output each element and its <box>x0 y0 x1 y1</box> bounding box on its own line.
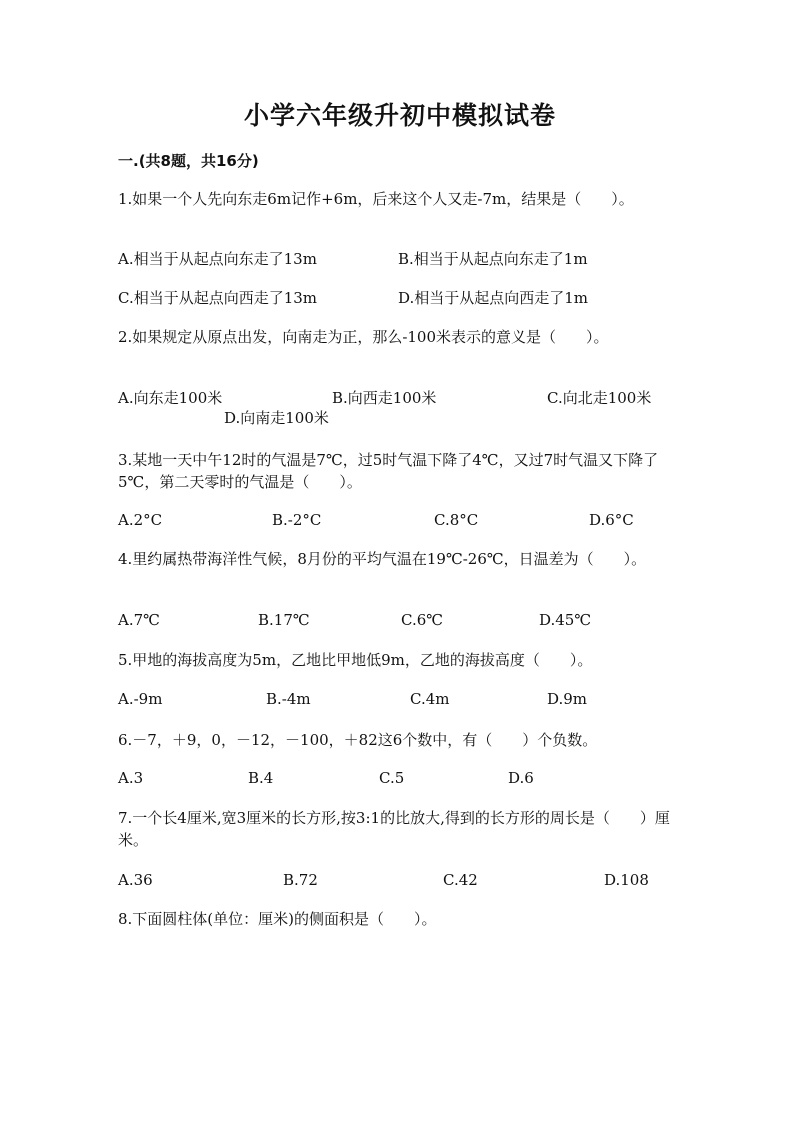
question-4-option-a: A.7℃ <box>118 611 160 629</box>
question-2-option-b: B.向西走100米 <box>332 389 437 407</box>
question-5-option-b: B.-4m <box>266 690 311 708</box>
question-1-option-b: B.相当于从起点向东走了1m <box>398 250 588 268</box>
question-2-option-d: D.向南走100米 <box>224 409 329 427</box>
question-4-option-d: D.45℃ <box>539 611 592 629</box>
question-6-option-a: A.3 <box>118 769 144 787</box>
question-2-option-a: A.向东走100米 <box>118 389 223 407</box>
question-6-option-b: B.4 <box>248 769 274 787</box>
question-5-option-d: D.9m <box>547 690 588 708</box>
question-3-option-c: C.8°C <box>434 511 479 529</box>
question-1-option-d: D.相当于从起点向西走了1m <box>398 289 589 307</box>
question-6-option-c: C.5 <box>379 769 405 787</box>
question-3-stem: 3.某地一天中午12时的气温是7℃，过5时气温下降了4℃，又过7时气温又下降了5℃，第二天零时的气温是（ ）。 <box>118 451 659 491</box>
question-7-option-c: C.42 <box>443 871 478 889</box>
page-title: 小学六年级升初中模拟试卷 <box>243 101 556 130</box>
question-4-stem: 4.里约属热带海洋性气候，8月份的平均气温在19℃-26℃，日温差为（ ）。 <box>118 550 647 568</box>
question-3-option-b: B.-2°C <box>272 511 322 529</box>
question-6-option-d: D.6 <box>508 769 534 787</box>
question-7-stem: 7.一个长4厘米,宽3厘米的长方形,按3:1的比放大,得到的长方形的周长是（ ）厘米。 <box>118 809 670 849</box>
question-7-option-d: D.108 <box>604 871 649 889</box>
question-6-stem: 6.－7，＋9，0，－12，－100，＋82这6个数中，有（ ）个负数。 <box>118 731 598 749</box>
question-4-option-b: B.17℃ <box>258 611 310 629</box>
question-8-stem: 8.下面圆柱体(单位：厘米)的侧面积是（ ）。 <box>118 910 437 928</box>
question-5-option-a: A.-9m <box>118 690 163 708</box>
question-7-option-b: B.72 <box>283 871 318 889</box>
question-1-option-a: A.相当于从起点向东走了13m <box>118 250 317 268</box>
question-1-option-c: C.相当于从起点向西走了13m <box>118 289 318 307</box>
question-3-option-d: D.6°C <box>589 511 634 529</box>
question-3-option-a: A.2°C <box>118 511 163 529</box>
question-5-option-c: C.4m <box>410 690 450 708</box>
question-5-stem: 5.甲地的海拔高度为5m，乙地比甲地低9m，乙地的海拔高度（ ）。 <box>118 651 593 669</box>
question-2-option-c: C.向北走100米 <box>547 389 652 407</box>
question-2-stem: 2.如果规定从原点出发，向南走为正，那么-100米表示的意义是（ ）。 <box>118 328 609 346</box>
section-heading: 一.(共8题，共16分) <box>118 152 259 170</box>
question-4-option-c: C.6℃ <box>401 611 444 629</box>
question-7-option-a: A.36 <box>118 871 153 889</box>
question-1-stem: 1.如果一个人先向东走6m记作+6m，后来这个人又走-7m，结果是（ ）。 <box>118 190 634 208</box>
